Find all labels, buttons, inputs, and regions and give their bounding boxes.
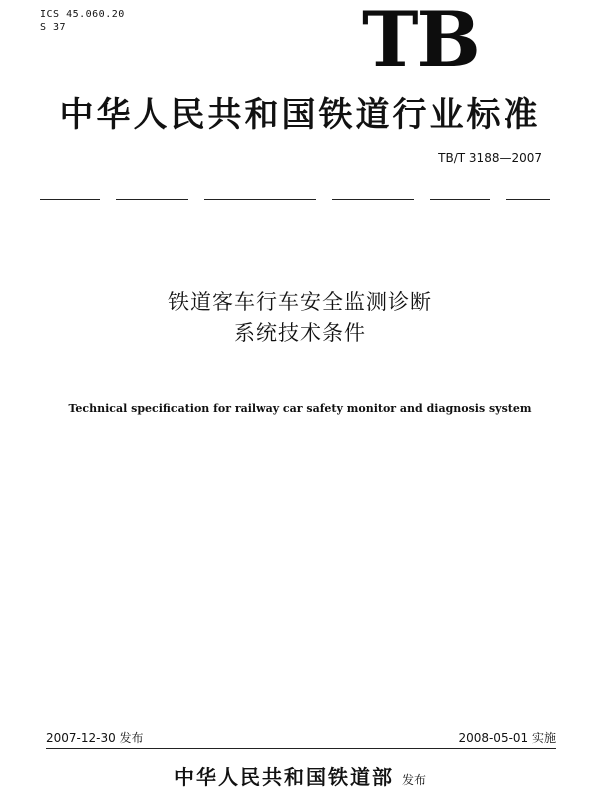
ics-code: ICS 45.060.20 bbox=[40, 9, 125, 20]
tb-logo: TB bbox=[362, 0, 479, 84]
organization-title: 中华人民共和国铁道行业标准 bbox=[59, 95, 541, 135]
document-title bbox=[0, 287, 600, 349]
document-title-line-2: 系统技术条件 bbox=[234, 321, 366, 345]
classification-codes bbox=[40, 8, 125, 34]
document-title-line-1: 铁道客车行车安全监测诊断 bbox=[168, 290, 432, 314]
english-title: Technical specification for railway car safety monitor and diagnosis system bbox=[68, 402, 532, 415]
footer-divider bbox=[46, 748, 556, 749]
effective-date: 2008-05-01 实施 bbox=[458, 731, 556, 745]
issuer bbox=[0, 764, 600, 790]
standard-number: TB/T 3188—2007 bbox=[438, 151, 542, 165]
header-divider bbox=[40, 199, 550, 201]
issuer-name: 中华人民共和国铁道部 bbox=[173, 765, 394, 789]
ccs-code: S 37 bbox=[40, 22, 67, 33]
issue-date: 2007-12-30 发布 bbox=[46, 731, 144, 745]
issuer-verb: 发布 bbox=[401, 773, 426, 787]
